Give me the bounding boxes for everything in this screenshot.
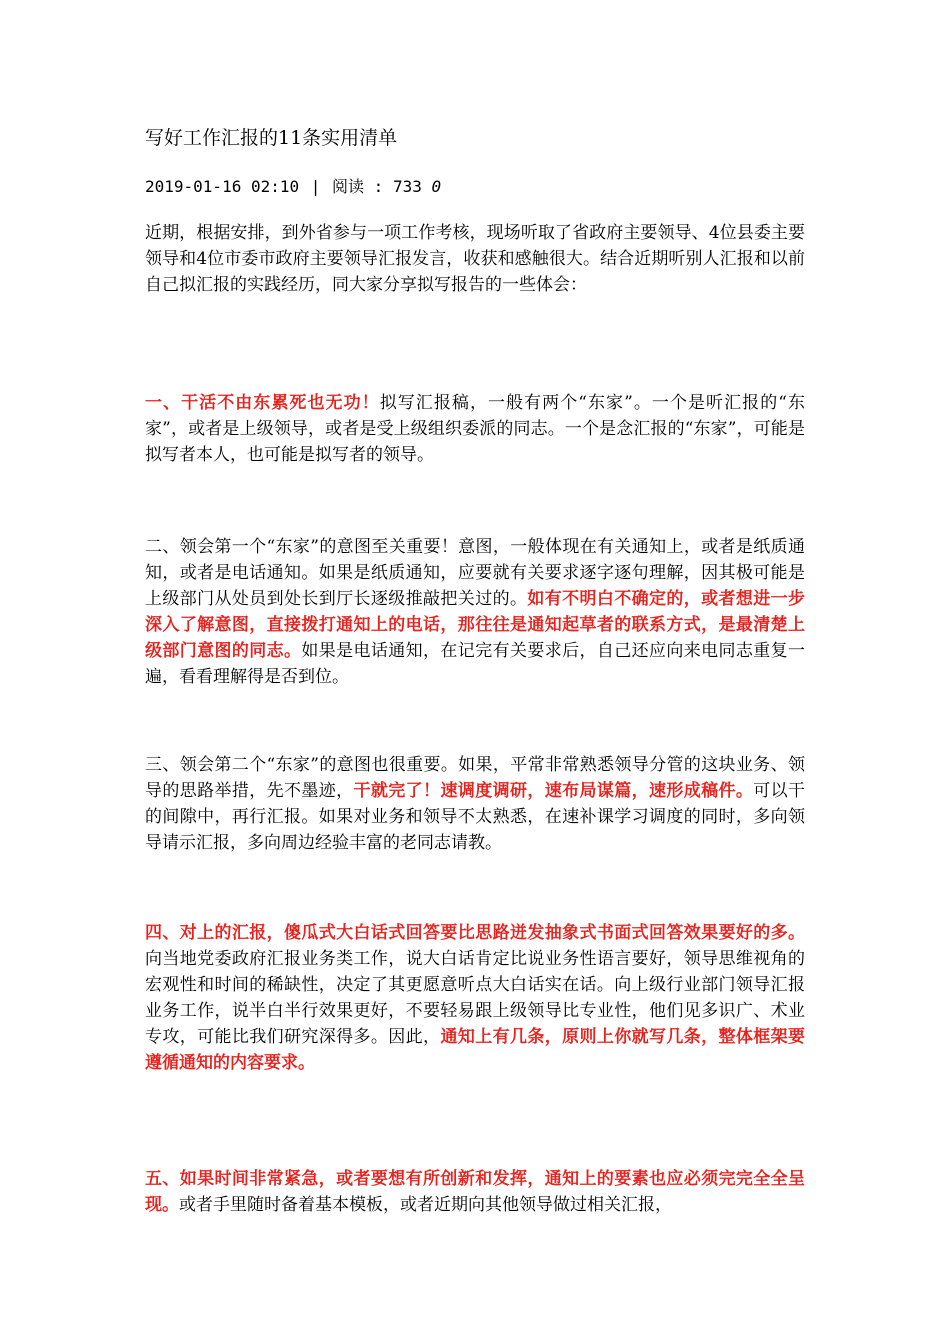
section-4-text: 向当地党委政府汇报业务类工作，说大白话肯定比说业务性语言要好，领导思维视角的宏观性和时间的稀缺性，决定了其更愿意听点大白话实在话。向上级行业部门领导汇报业务工作，说半白半行效果更好，不要轻易跟上级领导比专业性，他们见多识广、术业专攻，可能比我们研究深得多。因此， bbox=[145, 949, 805, 1047]
section-4-paragraph bbox=[145, 920, 805, 1076]
section-3-text-2: 可以干的间隙中，再行汇报。如果对业务和领导不太熟悉，在速补课学习调度的同时，多向领导请示汇报，多向周边经验丰富的老同志请教。 bbox=[145, 781, 806, 853]
section-1-heading: 一、干活不由东累死也无功！ bbox=[145, 393, 380, 413]
section-5-text: 或者手里随时备着基本模板，或者近期向其他领导做过相关汇报， bbox=[179, 1195, 672, 1215]
section-5-paragraph bbox=[145, 1166, 805, 1218]
publish-datetime: 2019-01-16 02:10 bbox=[145, 177, 300, 196]
section-1-paragraph bbox=[145, 390, 805, 468]
section-3-text-1: 三、领会第二个“东家”的意图也很重要。如果，平常非常熟悉领导分管的这块业务、领导的思路举措，先不墨迹， bbox=[145, 755, 805, 801]
section-4-heading: 四、对上的汇报，傻瓜式大白话式回答要比思路迸发抽象式书面式回答效果要好的多。 bbox=[145, 923, 805, 943]
section-2-text-1: 二、领会第一个“东家”的意图至关重要！意图，一般体现在有关通知上，或者是纸质通知，或者是电话通知。如果是纸质通知，应要就有关要求逐字逐句理解，因其极可能是上级部门从处员到处长到厅长逐级推敲把关过的。 bbox=[145, 537, 805, 609]
article-meta bbox=[145, 174, 441, 200]
section-2-highlight: 如有不明白不确定的，或者想进一步深入了解意图，直接拨打通知上的电话，那往往是通知起草者的联系方式，是最清楚上级部门意图的同志。 bbox=[145, 589, 806, 661]
section-4-highlight: 通知上有几条，原则上你就写几条，整体框架要遵循通知的内容要求。 bbox=[145, 1027, 806, 1073]
article-title: 写好工作汇报的11条实用清单 bbox=[145, 127, 398, 149]
section-3-highlight: 干就完了！速调度调研，速布局谋篇，速形成稿件。 bbox=[353, 781, 754, 801]
section-3-paragraph bbox=[145, 752, 805, 856]
section-5-heading: 五、如果时间非常紧急，或者要想有所创新和发挥，通知上的要素也应必须完完全全呈现。 bbox=[145, 1169, 805, 1215]
section-1-text: 拟写汇报稿，一般有两个“东家”。一个是听汇报的“东家”，或者是上级领导，或者是受上级组织委派的同志。一个是念汇报的“东家”，可能是拟写者本人，也可能是拟写者的领导。 bbox=[145, 393, 806, 465]
comment-count: 0 bbox=[431, 177, 442, 196]
intro-paragraph: 近期，根据安排，到外省参与一项工作考核，现场听取了省政府主要领导、4位县委主要领导和4位市委市政府主要领导汇报发言，收获和感触很大。结合近期听别人汇报和以前自己拟汇报的实践经历，同大家分享拟写报告的一些体会： bbox=[145, 223, 805, 295]
read-count: 阅读 : 733 bbox=[332, 177, 422, 196]
section-2-text-2: 如果是电话通知，在记完有关要求后，自己还应向来电同志重复一遍，看看理解得是否到位。 bbox=[145, 641, 805, 687]
section-2-paragraph bbox=[145, 534, 805, 690]
meta-separator: | bbox=[310, 177, 321, 196]
